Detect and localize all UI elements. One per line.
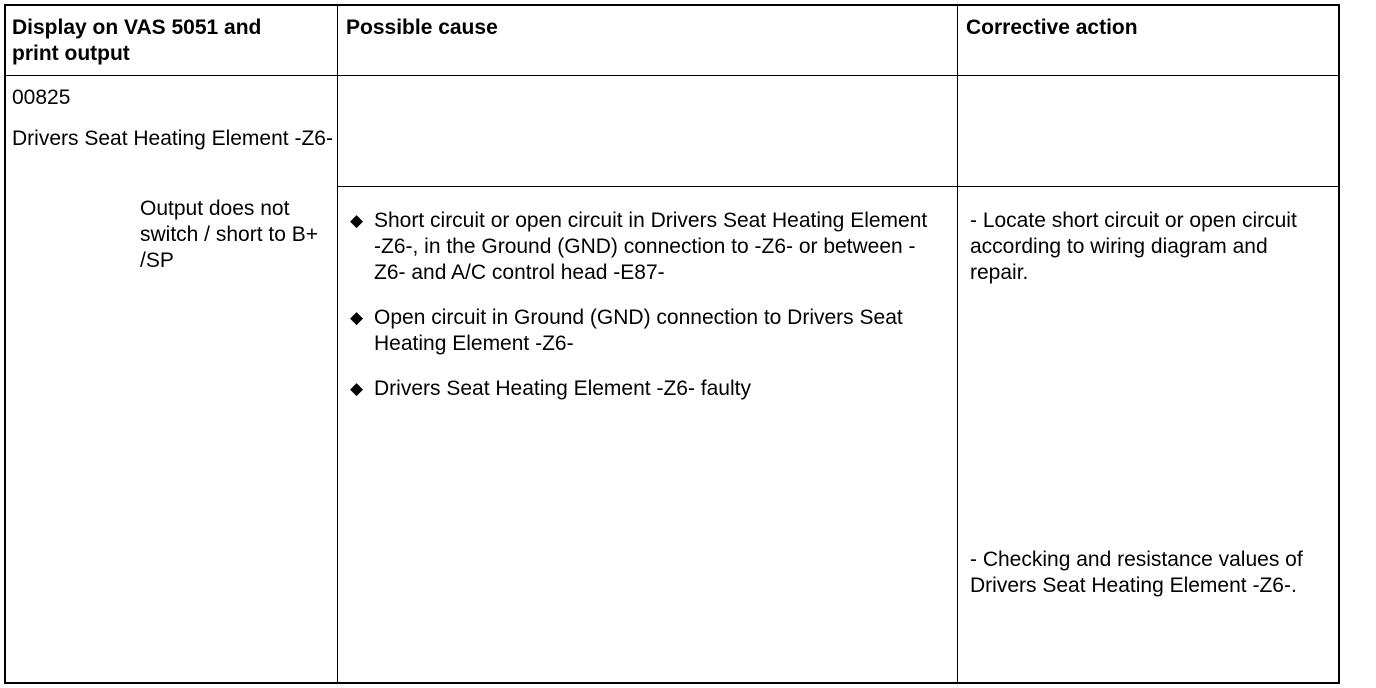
fault-condition: Output does not switch / short to B+ /SP: [140, 197, 318, 272]
header-divider: [6, 75, 1338, 76]
fault-code: 00825: [12, 86, 71, 109]
cause-text: Short circuit or open circuit in Drivers Seat Heating Element -Z6-, in the Ground (GND) connection to -Z6- or between -Z6- and A/C control head -E87-: [374, 209, 928, 284]
cause-item: [350, 208, 940, 286]
diamond-bullet-icon: ◆: [350, 211, 364, 230]
action-locate-short-circuit: - Locate short circuit or open circuit according to wiring diagram and repair.: [970, 209, 1297, 284]
cause-item: [350, 305, 940, 357]
cause-item: [350, 376, 940, 402]
action-check-resistance: - Checking and resistance values of Drivers Seat Heating Element -Z6-.: [970, 548, 1303, 597]
cause-text: Open circuit in Ground (GND) connection to Drivers Seat Heating Element -Z6-: [374, 306, 903, 355]
header-corrective-action: Corrective action: [966, 16, 1138, 39]
column-divider: [957, 6, 958, 682]
column-divider: [337, 6, 338, 682]
diamond-bullet-icon: ◆: [350, 379, 364, 398]
cause-text: Drivers Seat Heating Element -Z6- faulty: [374, 377, 751, 400]
row-divider: [337, 186, 1338, 187]
header-display: Display on VAS 5051 and print output: [12, 16, 262, 65]
header-possible-cause: Possible cause: [346, 16, 498, 39]
diamond-bullet-icon: ◆: [350, 308, 364, 327]
fault-component: Drivers Seat Heating Element -Z6-: [12, 127, 333, 150]
